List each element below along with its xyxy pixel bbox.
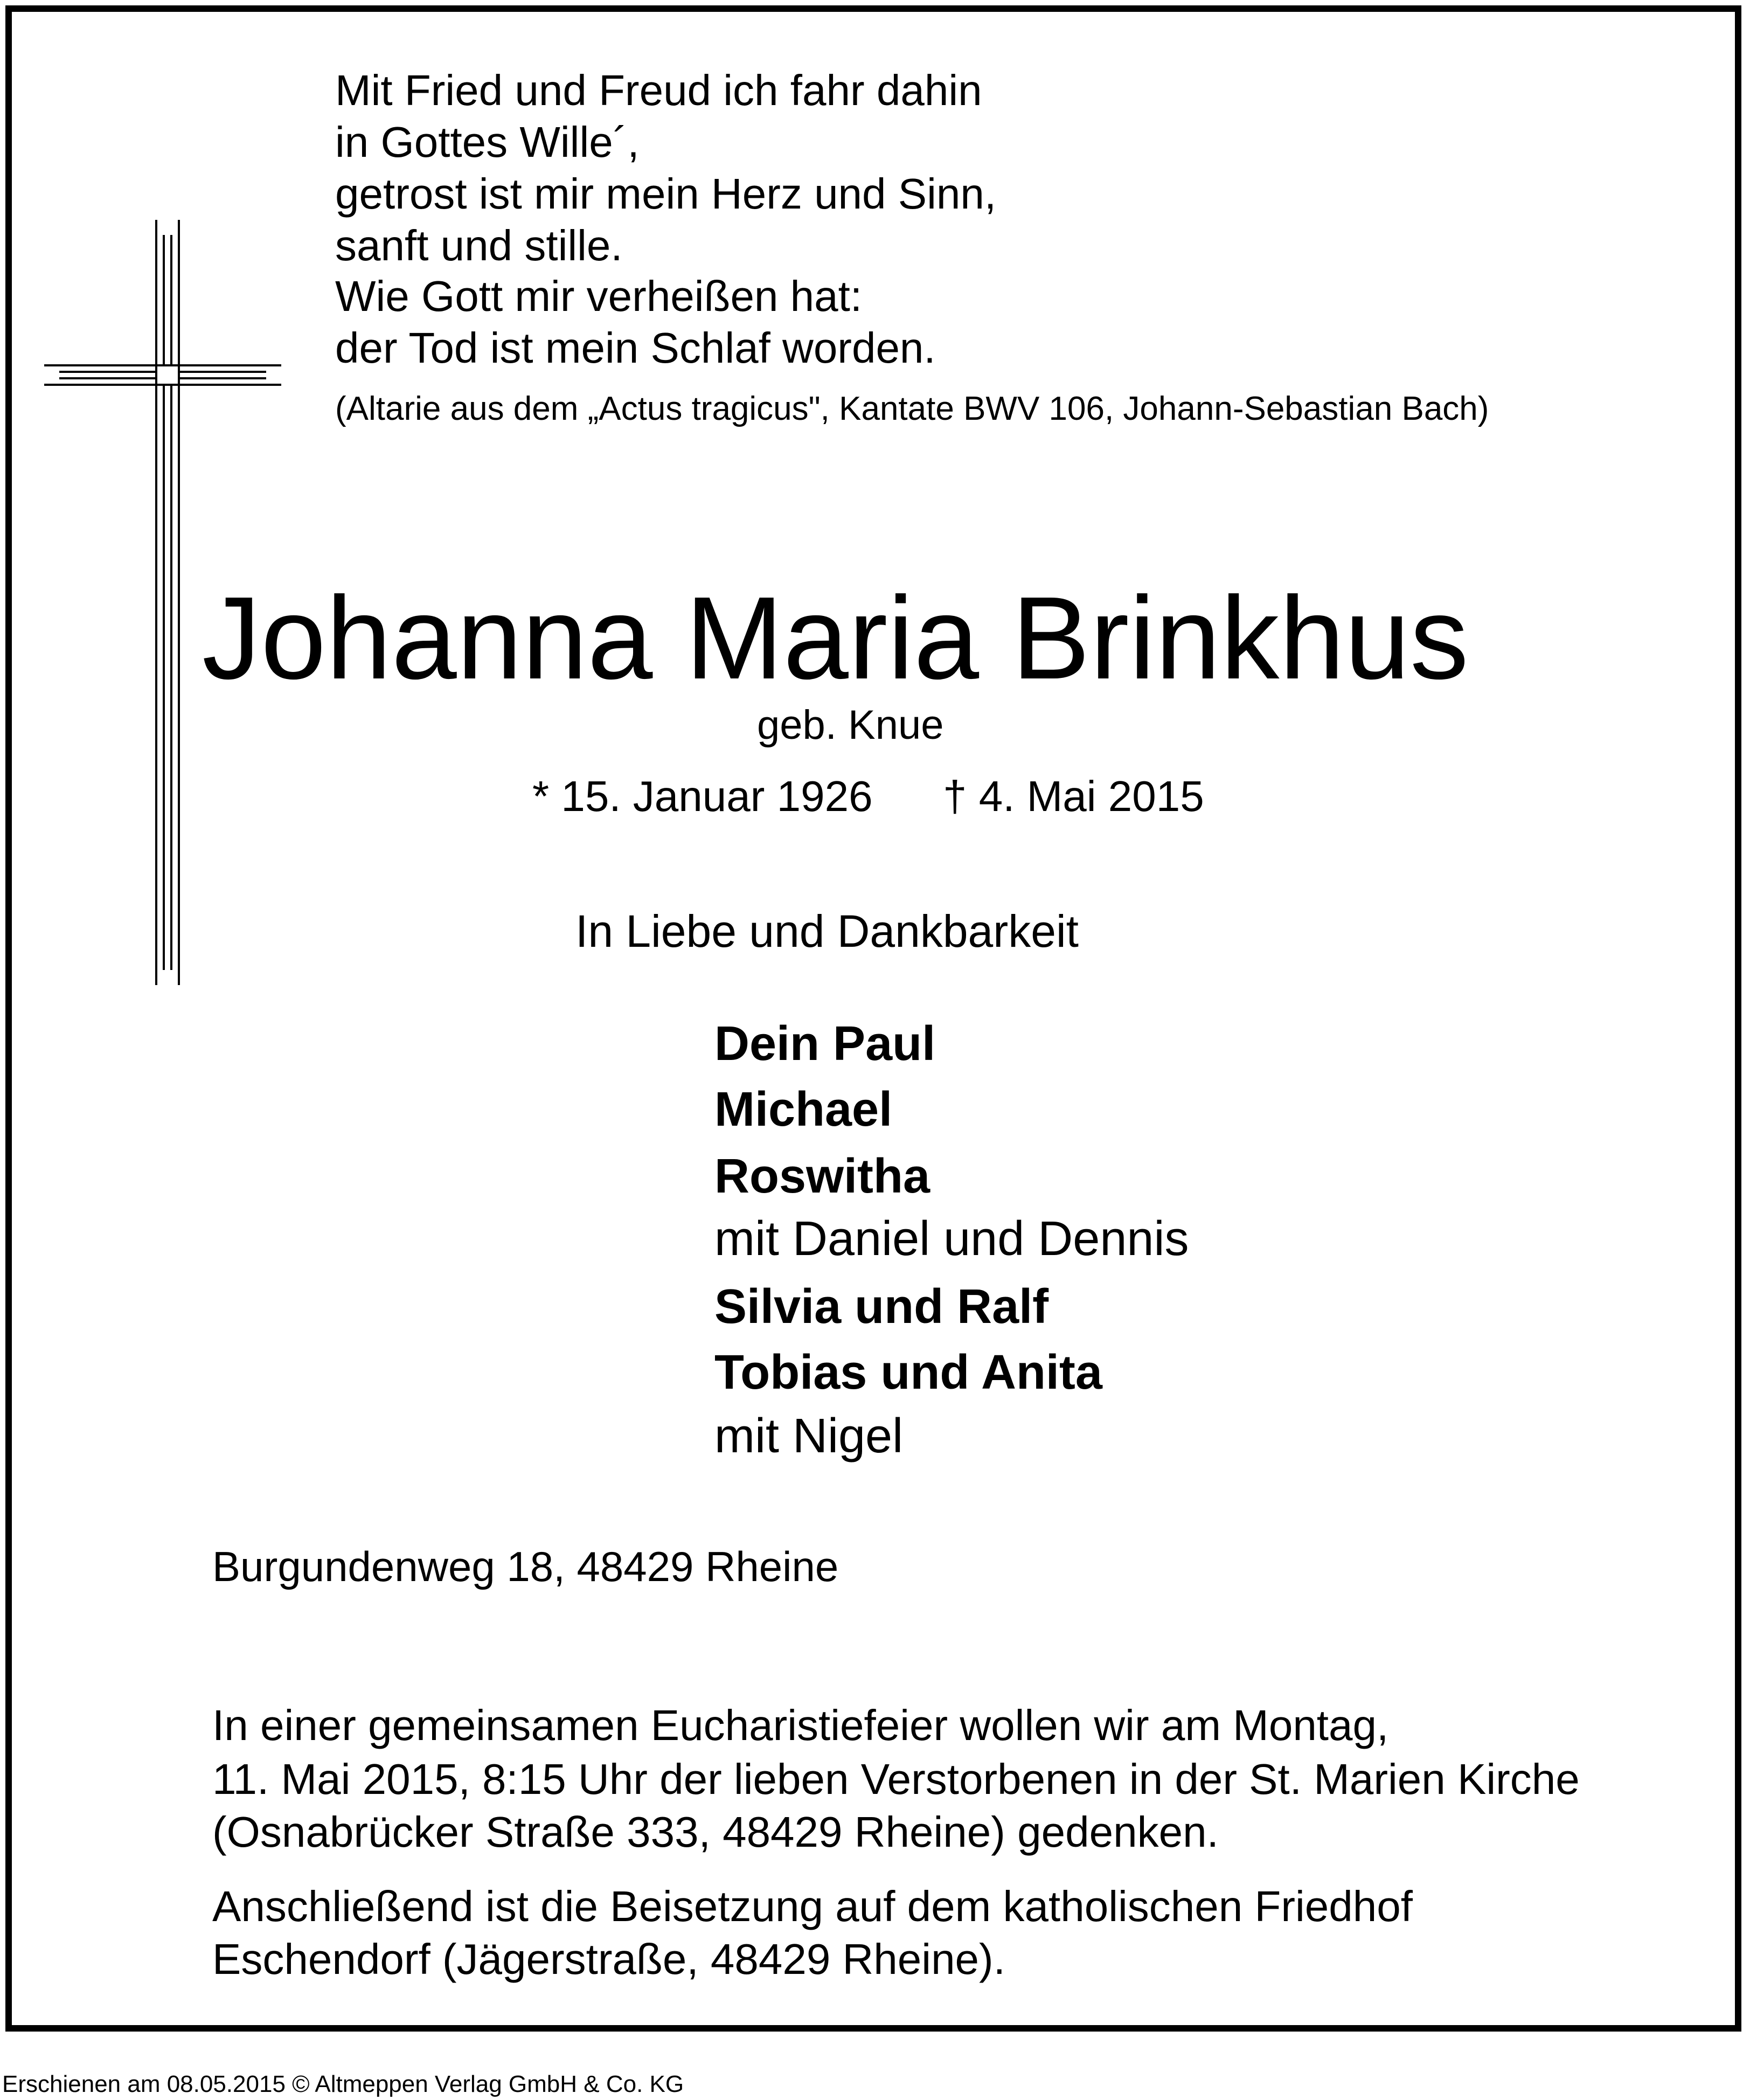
birth-date: * 15. Januar 1926	[532, 772, 873, 820]
family-member: Tobias und Anita	[714, 1346, 1102, 1399]
verse-line: Mit Fried und Freud ich fahr dahin	[335, 66, 982, 114]
verse-line: in Gottes Wille´,	[335, 118, 640, 166]
service-line: Eschendorf (Jägerstraße, 48429 Rheine).	[212, 1935, 1005, 1983]
verse-citation: (Altarie aus dem „Actus tragicus", Kantate BWV 106, Johann-Sebastian Bach)	[335, 390, 1489, 427]
service-line: (Osnabrücker Straße 333, 48429 Rheine) gedenken.	[212, 1808, 1219, 1856]
service-line: 11. Mai 2015, 8:15 Uhr der lieben Verstorbenen in der St. Marien Kirche	[212, 1755, 1580, 1803]
family-member: Dein Paul	[714, 1017, 936, 1071]
verse-line: sanft und stille.	[335, 221, 623, 269]
gratitude-line: In Liebe und Dankbarkeit	[575, 906, 1079, 957]
verse-line: getrost ist mir mein Herz und Sinn,	[335, 170, 997, 218]
verse-line: der Tod ist mein Schlaf worden.	[335, 324, 936, 372]
address: Burgundenweg 18, 48429 Rheine	[212, 1543, 839, 1590]
service-line: In einer gemeinsamen Eucharistiefeier wollen wir am Montag,	[212, 1701, 1389, 1749]
family-member: mit Daniel und Dennis	[714, 1212, 1189, 1266]
service-line: Anschließend ist die Beisetzung auf dem katholischen Friedhof	[212, 1882, 1413, 1930]
family-member: Roswitha	[714, 1149, 930, 1203]
family-member: Silvia und Ralf	[714, 1280, 1049, 1334]
death-date: † 4. Mai 2015	[943, 772, 1204, 820]
deceased-name: Johanna Maria Brinkhus	[202, 573, 1469, 704]
family-member: Michael	[714, 1083, 893, 1136]
family-member: mit Nigel	[714, 1409, 904, 1463]
publication-footer: Erschienen am 08.05.2015 © Altmeppen Verlag GmbH & Co. KG	[2, 2071, 684, 2097]
verse-line: Wie Gott mir verheißen hat:	[335, 272, 863, 320]
born-name: geb. Knue	[757, 702, 944, 748]
